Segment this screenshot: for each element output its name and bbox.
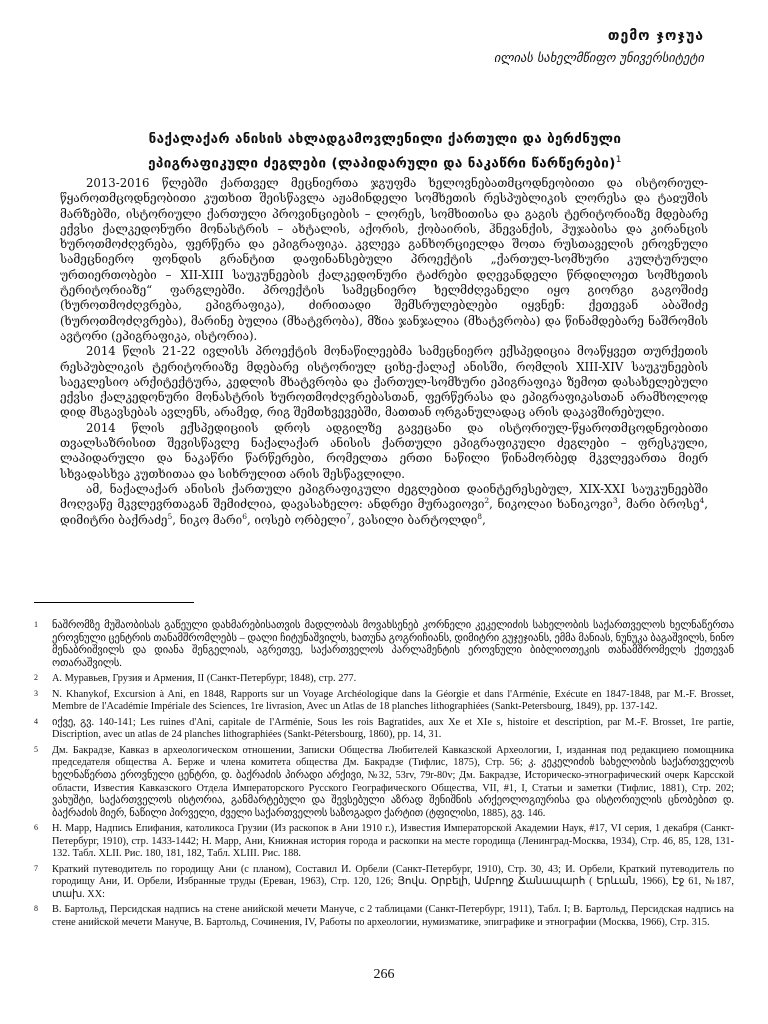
footnote-ref: 7	[346, 511, 351, 521]
page-number: 266	[373, 967, 395, 982]
footnote-number: 1	[34, 620, 38, 629]
footnote-ref: 4	[699, 496, 705, 506]
author-name: თემო ჯოჯუა	[607, 28, 704, 44]
paragraph-4-text: , დიმიტრი ბაქრაძე	[60, 497, 709, 527]
footnote-text: იქვე, გვ. 140-141; Les ruines d'Ani, capitale de l'Arménie, Sous les rois Bagratides, aux Xe et XIe s, histoire et description, par M.-F. Brosset, 1re partie, Discription, avec un atlas de 24 planches lithographiées (Sankt-Pétersbourg, 1860), pp. 14, 31.	[52, 716, 734, 741]
footnote-text: А. Муравьев, Грузия и Армения, II (Санкт-Петербург, 1848), стр. 277.	[52, 673, 357, 685]
footnote	[34, 745, 734, 820]
paragraph-4-text: , მარი ბროსე	[617, 497, 700, 512]
footnote-text: ნაშრომზე მუშაობისას გაწეული დახმარებისათვის მადლობას მოვახსენებ კორნელი კეკელიძის სახელობის საქართველოს ხელნაწერთა ეროვნული ცენტრის თანამშრომლებს – დალი ჩიტუნაშვილს, ხათუნა გოგრიჩიანს, დიმიტრი გუჯეჯიანს, ემმა მანიას, ნუნუკა ბაგაშვილს, ნინო მენაბრიშვილს და დიანა შენგელიას, აგრეთვე, საქართველოს პარლამენტის ეროვნული ბიბლიოთეკის თანამშრომელს ქეთევან ოთარაშვილს.	[52, 620, 734, 669]
footnote-ref: 5	[167, 511, 173, 521]
body-text	[60, 176, 708, 528]
title-footnote-ref: 1	[615, 155, 622, 165]
footnote-text: Дм. Бакрадзе, Кавказ в археологическом отношении, Записки Общества Любителей Кавказской Археологии, I, изданная под редакциею помощника председателя общества А. Берже и члена комитета общества Дм. Бакрадзе (Тифлис, 1875), Стр. 56; კ. კეკელიძის სახელობის საქართველოს ხელნაწერთა ეროვნული ცენტრი, დ. ბაქრაძის პირადი არქივი, №32, 53rv, 79r-80v; Дм. Бакрадзе, Историческо-этнографический очерк Карсской области, Известия Кавказского Отдела Императорского Русского Географического Общества, VII, #1, I, Статьи и заметки (Тифлис, 1881), Стр. 202; ვახუშტი, საქართველოს ისტორია, განმარტებული და შევსებული აზრად შენიშნის არქეოლოგიურისა და ისტორიულის ცნობებით დ. ბაქრაძის მიერ, ნაწილი პირველი, ძველი საქართველოს საზოგადო ქარტით (ტფილისი, 1885), გვ. 146.	[52, 744, 734, 819]
title-line-2-text: ეპიგრაფიკული ძეგლები (ლაპიდარული და ნაკაწრი წარწერები)	[148, 156, 616, 172]
footnote-text: В. Бартольд, Персидская надпись на стене анийской мечети Мануче, с 2 таблицами (Санкт-Петербург, 1911), Табл. I; В. Бартольд, Персидская надпись на стене анийской мечети Мануче, В. Бартольд, Сочинения, IV, Работы по археологии, нумизматике, эпиграфике и этнографии (Москва, 1966), Стр. 315.	[52, 904, 734, 929]
footnote-text: Краткий путеводитель по городищу Ани (с планом), Составил И. Орбели (Санкт-Петербург, 1910), Стр. 30, 43; И. Орбели, Краткий путеводитель по городищу Ани, И. Орбели, Избранные труды (Ереван, 1963), Стр. 120, 126; Յովս. Օրբելի, Ամբողջ Ճանապարհ ( Երևան, 1966), Էջ 61, №187, տախ. XX:	[52, 863, 734, 900]
footnote-ref: 3	[612, 496, 618, 506]
paragraph-4-text: , ვასილი ბარტოლდი	[350, 512, 478, 527]
paragraph-4-text: ,	[482, 512, 486, 527]
title-line-1: ნაქალაქარ ანისის ახლადგამოვლენილი ქართული და ბერძნული	[148, 132, 622, 147]
footnote	[34, 864, 734, 902]
footnote-ref: 6	[242, 511, 247, 521]
paragraph-1: 2013-2016 წლებში ქართველ მეცნიერთა ჯგუფმა ხელოვნებათმცოდნეობითი და ისტორიულ-წყაროთმცოდნეობითი კუთხით შეისწავლა აჟამინდელი სომხეთის რესპუბლიკის ლორესა და ტაჲუშის მარზებში, ისტორიული ქართული პროვინციების – ლორეს, სომხითისა და გაგის ტერიტორიაზე მდებარე ექვსი ქალკედონური მონასტრის – ახტალის, აქორის, ქობაირის, ჰნევანქის, ჰუჯაბისა და კირანცის ხუროთმოძღვრება, ფერწერა და ეპიგრაფიკა. კვლევა განხორციელდა შოთა რუსთაველის ეროვნული სამეცნიერო ფონდის გრანტით დაფინანსებული პროექტის „ქართულ-სომხური კულტურული ურთიერთობები – XII-XIII საუკუნეების ქალკედონური ტაძრები დღევანდელი წრდილოეთ სომხეთის ტერიტორიაზე“ ფარგლებში. პროექტის სამეცნიერო ხელმძღვანელი იყო გიორგი გაგოშიძე (ხუროთმოძღვრება, ეპიგრაფიკა), ძირითადი შემსრულებლები იყვნენ: ქეთევან აბაშიძე (ხუროთმოძღვრება), მარინე ბულია (მხატვრობა), მზია ჯანჯალია (მხატვრობა) და წინამდებარე ნაშრომის ავტორი (ეპიგრაფიკა, ისტორია).	[60, 176, 708, 343]
footnote-number: 6	[34, 823, 38, 833]
title-line-2	[66, 150, 704, 174]
footnote	[34, 717, 734, 742]
footnote-number: 4	[34, 716, 38, 726]
footnote-text: Н. Марр, Надпись Епифания, католикоса Грузии (Из раскопок в Ани 1910 г.), Известия Императорской Академии Наук, #17, VI серия, 1 декабря (Санкт-Петербург, 1910), стр. 1433-1442; Н. Марр, Ани, Книжная история города и раскопки на месте городища (Ленинград-Москва, 1934), Стр. 46, 85, 128, 131-132. Табл. XLII. Рис. 180, 181, 182, Табл. XLIII. Рис. 188.	[52, 823, 734, 860]
footnote	[34, 823, 734, 861]
footnote-number: 3	[34, 688, 38, 698]
paragraph-4-text: , იოსებ ორბელი	[246, 512, 347, 527]
paragraph-4-text: , ნიკოლაი ხანიკოვი	[489, 497, 613, 512]
footnote-separator	[34, 602, 194, 603]
footnote-number: 2	[34, 673, 38, 683]
footnote	[34, 673, 734, 686]
footnote-ref: 8	[477, 511, 483, 521]
footnote	[34, 904, 734, 929]
author-block	[494, 28, 704, 65]
footnote	[34, 689, 734, 714]
footnote-text: N. Khanykof, Excursion à Ani, en 1848, Rapports sur un Voyage Archéologique dans la Géorgie et dans l'Arménie, Exécute en 1847-1848, par M.-F. Brosset, Membre de l'Académie Impériale des Sciences, 1re livrasion, Avec un Atlas de 18 planches lithographiées (Sankt-Petersbourg, 1849), pp. 137-142.	[52, 688, 734, 713]
footnote-number: 7	[34, 863, 38, 873]
footnote	[34, 620, 734, 670]
footnotes	[34, 620, 734, 933]
article-title	[66, 130, 704, 174]
footnote-number: 5	[34, 744, 38, 754]
paragraph-3: 2014 წლის ექსპედიციის დროს ადგილზე გავეცანი და ისტორიულ-წყაროთმცოდნეობითი თვალსაზრისით შევისწავლე ნაქალაქარ ანისის ქართული ეპიგრაფიკული ძეგლები – ფრესკული, ლაპიდარული და ნაკაწრი წარწერები, რომელთა ერთი ნაწილი წინამორბედ მკვლევართა მიერ სხვადასხვა კუთხითაა და სიხრულით არის შესწავლილი.	[60, 420, 708, 481]
paragraph-2: 2014 წლის 21-22 ივლისს პროექტის მონაწილეებმა სამეცნიერო ექსპედიცია მოაწყვეთ თურქეთის რესპუბლიკის ტერიტორიაზე მდებარე ისტორიულ ციხე-ქალაქ ანისში, რომლის XIII-XIV საუკუნეების საეკლესიო არქიტექტურა, კედლის მხატვრობა და ქართულ-სომხური ეპიგრაფიკა ზემოთ დასახელებული ექვსი ქალკედონური მონასტრის ხუროთმოძღვრებასთან, ფერწერასა და ეპიგრაფიკასთან არამხოლოდ დიდ მსგავსებას ავლენს, არამედ, რიგ შემთხვევებში, მათთან ორგანულადაც არის დაკავშირებული.	[60, 344, 708, 420]
paragraph-4-text: , ნიკო მარი	[172, 512, 243, 527]
paragraph-4	[60, 482, 708, 528]
paragraph-4-text: ამ, ნაქალაქარ ანისის ქართული ეპიგრაფიკული ძეგლებით დაინტერესებულ, XIX-XXI საუკუნეებში მოღვაწე მკვლევრთაგან შემიძლია, დავასახელო: ანდრეი მურავიოვი	[60, 481, 708, 512]
author-affiliation: ილიას სახელმწიფო უნივერსიტეტი	[493, 50, 704, 65]
footnote-number: 8	[34, 904, 38, 914]
footnote-ref: 2	[484, 496, 490, 506]
